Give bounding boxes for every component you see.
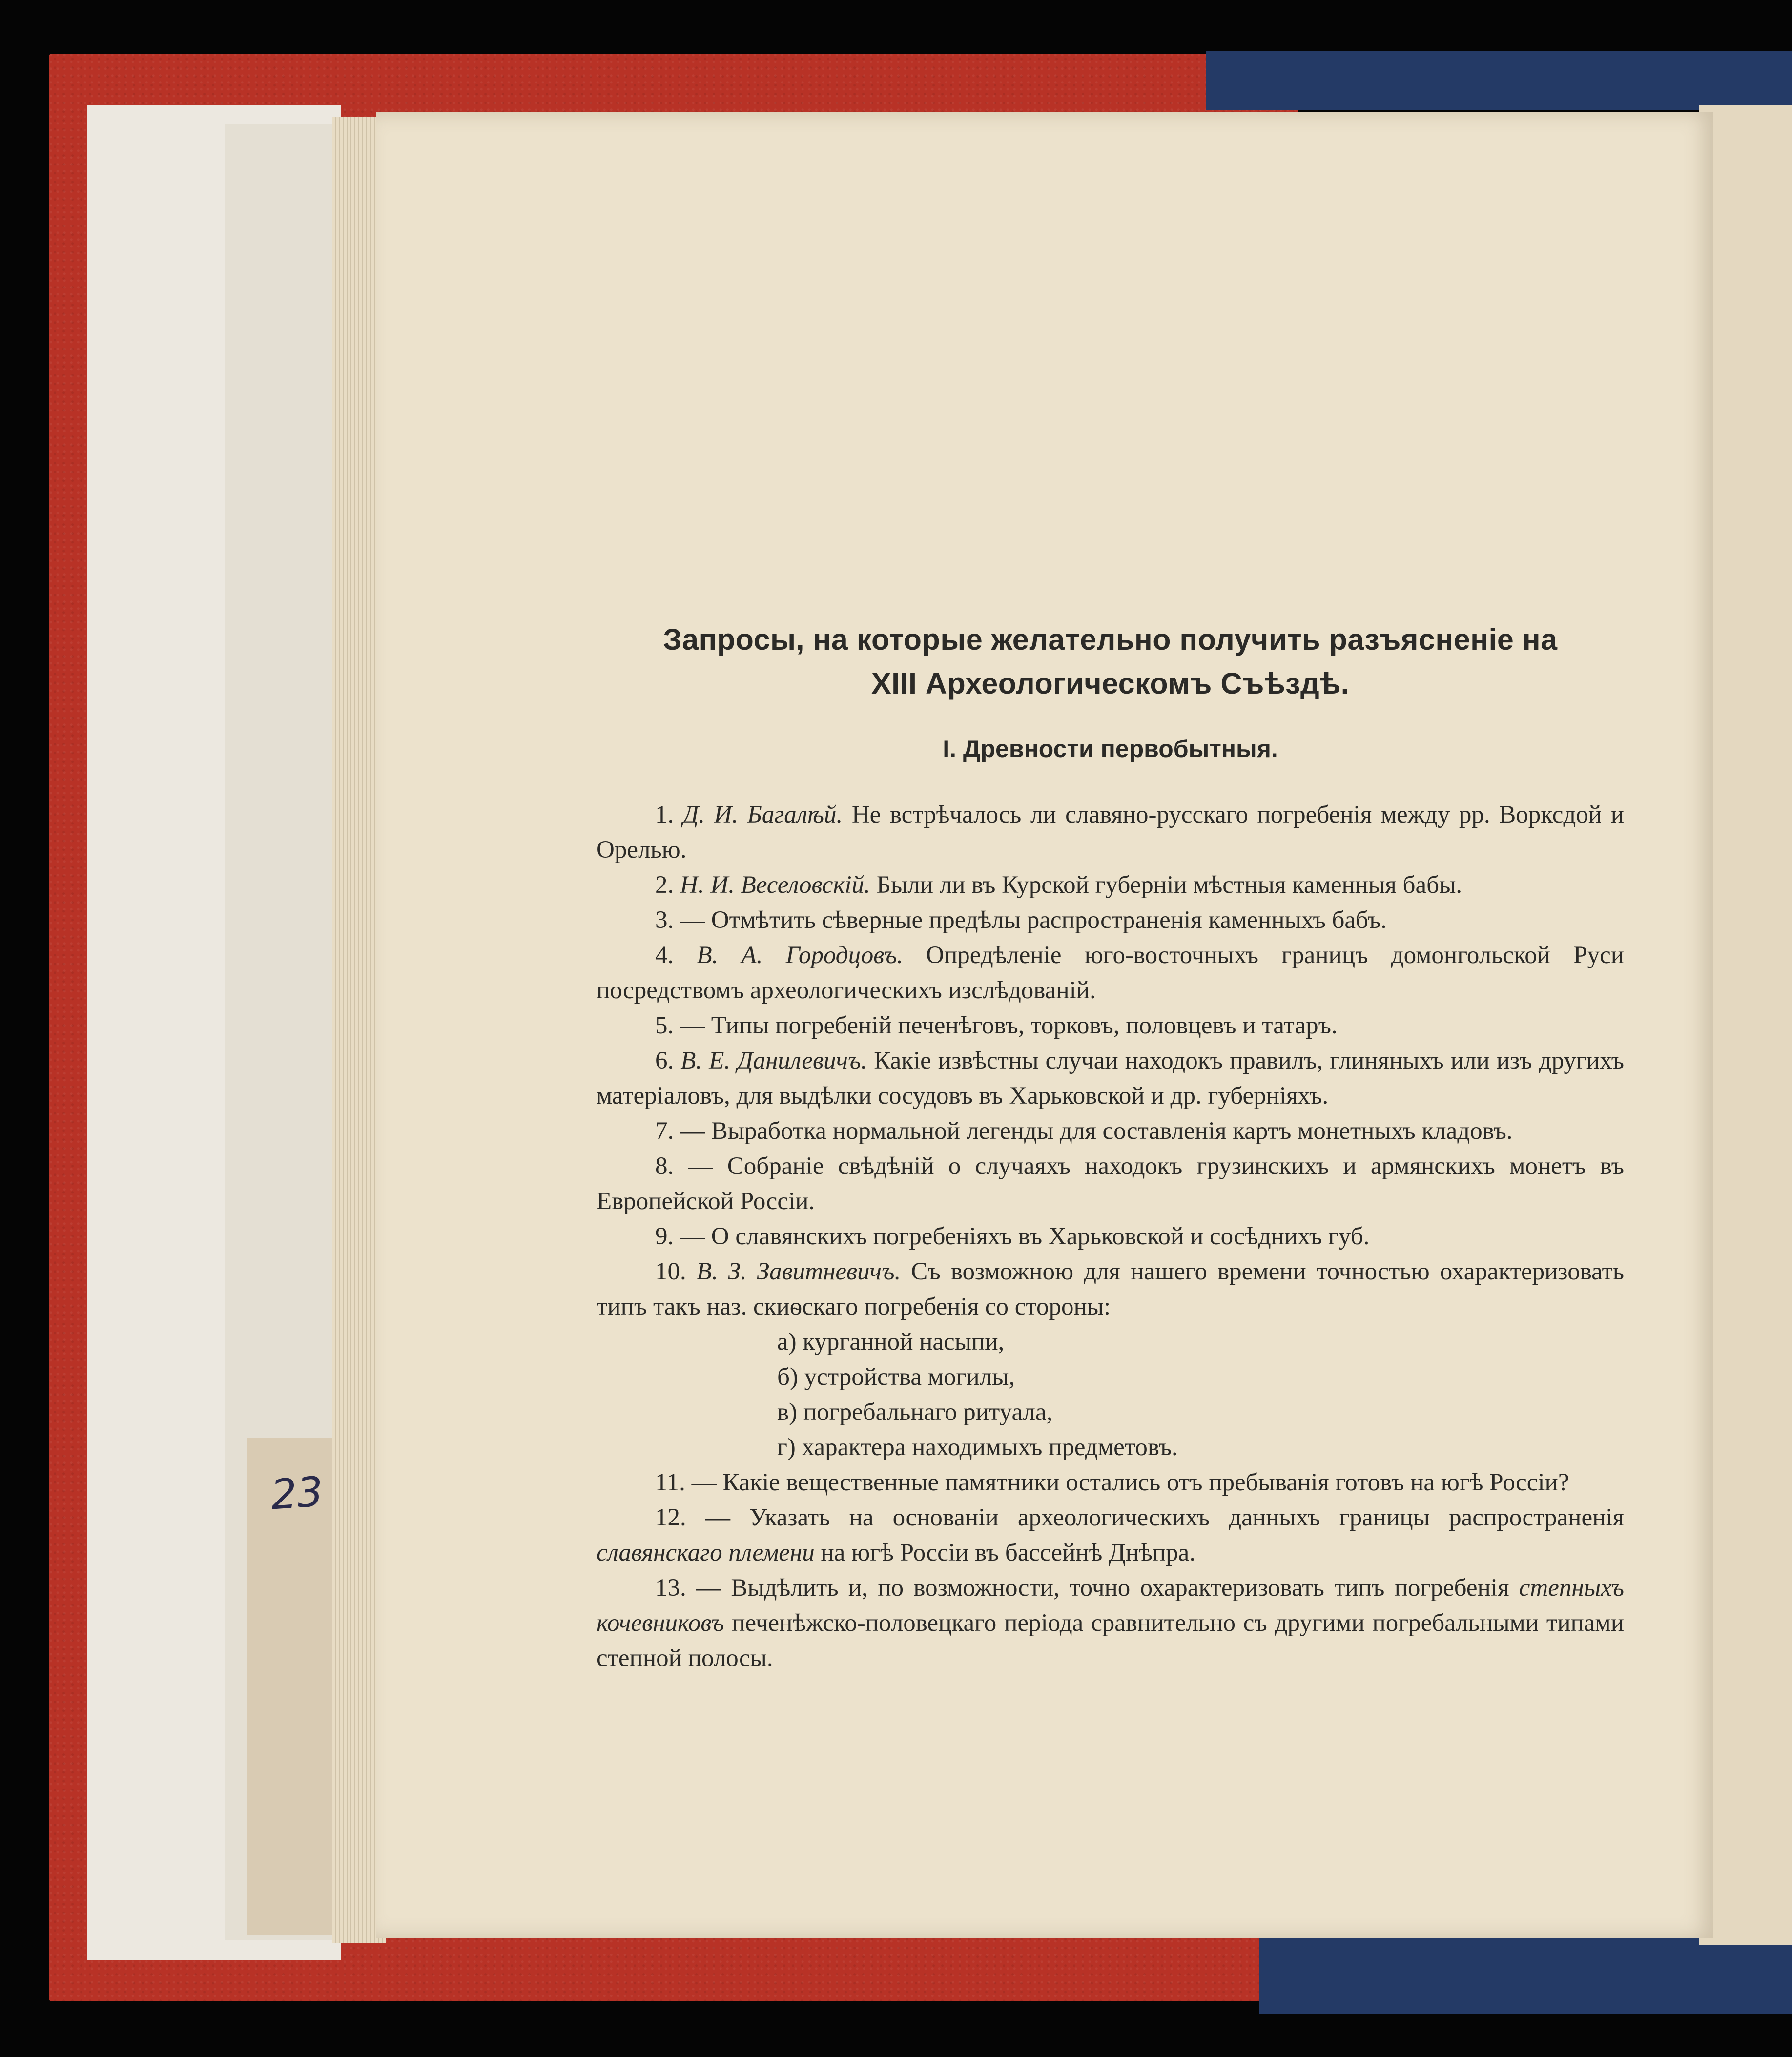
title-line-2: XIII Археологическомъ Съѣздѣ.	[871, 667, 1350, 700]
list-item: 9. — О славянскихъ погребеніяхъ въ Харьковской и сосѣднихъ губ.	[655, 1223, 1370, 1250]
list-item: 5. — Типы погребеній печенѣговъ, торковъ, половцевъ и татаръ.	[655, 1012, 1338, 1039]
list-item: 12. — Указать на основаніи археологическихъ данныхъ границы распространенія славянскаго племени на югѣ Россіи въ бассейнѣ Днѣпра.	[597, 1504, 1625, 1566]
sub-item: а) курганной насыпи,	[777, 1328, 1005, 1356]
book-cover-blue-top	[1206, 51, 1792, 110]
list-item: 4. В. А. Городцовъ. Опредѣленіе юго-восточныхъ границъ домонгольской Руси посредствомъ археологическихъ изслѣдованій.	[597, 942, 1624, 1004]
list-item: 13. — Выдѣлить и, по возможности, точно охарактеризовать типъ погребенія степныхъ кочевниковъ печенѣжско-половецкаго періода сравнительно съ другими погребальными типами степной полосы.	[597, 1574, 1625, 1672]
list-item: 10. В. З. Завитневичъ. Съ возможною для нашего времени точностью охарактеризовать типъ такъ наз. скиѳскаго погребенія со стороны:	[597, 1258, 1625, 1320]
list-item: 3. — Отмѣтить сѣверные предѣлы распространенія каменныхъ бабъ.	[655, 906, 1387, 934]
list-item: 7. — Выработка нормальной легенды для составленія картъ монетныхъ кладовъ.	[655, 1117, 1513, 1145]
page-title	[597, 617, 1624, 705]
sub-item: в) погребальнаго ритуала,	[777, 1399, 1053, 1426]
list-item: 1. Д. И. Багалѣй. Не встрѣчалось ли славяно-русскаго погребенія между рр. Ворксдой и Орелью.	[597, 801, 1624, 864]
list-item: 2. Н. И. Веселовскій. Были ли въ Курской губерніи мѣстныя каменныя бабы.	[655, 871, 1462, 899]
page-text	[597, 617, 1624, 1676]
title-line-1: Запросы, на которые желательно получить разъясненіе на	[663, 623, 1558, 656]
list-item: 11. — Какіе вещественные памятники остались отъ пребыванія готовъ на югѣ Россіи?	[655, 1469, 1569, 1496]
list-item: 6. В. Е. Данилевичъ. Какіе извѣстны случаи находокъ правилъ, глиняныхъ или изъ другихъ матеріаловъ, для выдѣлки сосудовъ въ Харьковской и др. губерніяхъ.	[597, 1047, 1625, 1110]
handwritten-shelfmark: 23	[269, 1467, 325, 1519]
section-heading: I. Древности первобытныя.	[943, 735, 1278, 762]
sub-item: б) устройства могилы,	[777, 1363, 1015, 1391]
sub-item: г) характера находимыхъ предметовъ.	[777, 1434, 1178, 1461]
list-item: 8. — Собраніе свѣдѣній о случаяхъ находокъ грузинскихъ и армянскихъ монетъ въ Европейской Россіи.	[597, 1152, 1624, 1215]
